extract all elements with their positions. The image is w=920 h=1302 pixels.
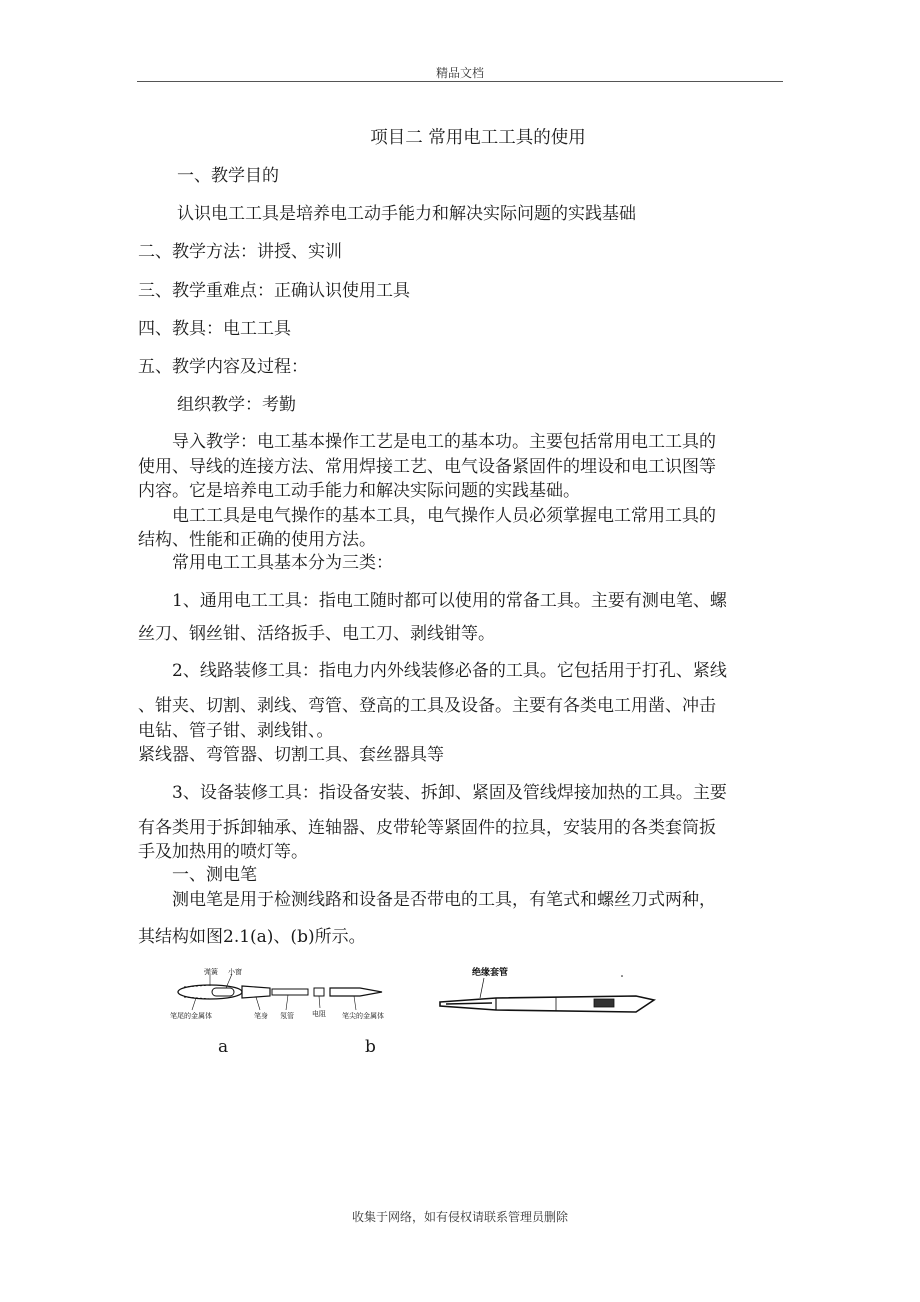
text-line: 电钻、管子钳、剥线钳、。 xyxy=(138,721,334,741)
text-line: 导入教学：电工基本操作工艺是电工的基本功。主要包括常用电工工具的 xyxy=(172,432,716,452)
label-resistor: 电阻 xyxy=(312,1010,326,1018)
page-header: 精品文档 xyxy=(435,66,484,80)
label-pen-body: 笔身 xyxy=(254,1012,268,1020)
text-line: 紧线器、弯管器、切割工具、套丝器具等 xyxy=(138,745,444,765)
text-line: 、钳夹、切割、剥线、弯管、登高的工具及设备。主要有各类电工用凿、冲击 xyxy=(138,696,716,716)
label-spring: 弹簧 xyxy=(204,968,218,976)
text-line: 一、测电笔 xyxy=(172,865,257,885)
figure-caption-b: b xyxy=(365,1037,376,1057)
text-line: 结构、性能和正确的使用方法。 xyxy=(138,530,376,550)
document-title: 项目二 常用电工工具的使用 xyxy=(370,128,586,148)
text-line: 内容。它是培养电工动手能力和解决实际问题的实践基础。 xyxy=(138,481,580,501)
text-line: 组织教学：考勤 xyxy=(177,395,296,415)
figure-caption-a: a xyxy=(218,1037,229,1057)
text-line: 使用、导线的连接方法、常用焊接工艺、电气设备紧固件的埋设和电工识图等 xyxy=(138,457,716,477)
text-line: 五、教学内容及过程： xyxy=(138,357,308,377)
text-line: 2、线路装修工具：指电力内外线装修必备的工具。它包括用于打孔、紧线 xyxy=(172,661,727,681)
text-line: 丝刀、钢丝钳、活络扳手、电工刀、剥线钳等。 xyxy=(138,624,495,644)
label-tip-metal: 笔尖的金属体 xyxy=(342,1012,384,1020)
label-tail-metal: 笔尾的金属体 xyxy=(170,1012,212,1020)
text-line: 四、教具：电工工具 xyxy=(138,319,291,339)
page-footer: 收集于网络，如有侵权请联系管理员删除 xyxy=(351,1210,568,1224)
header-rule xyxy=(137,81,783,82)
text-line: 常用电工工具基本分为三类： xyxy=(172,553,393,573)
text-line: 其结构如图2.1(a)、(b)所示。 xyxy=(138,927,366,947)
text-line: 测电笔是用于检测线路和设备是否带电的工具，有笔式和螺丝刀式两种， xyxy=(172,890,716,910)
text-line: 二、教学方法：讲授、实训 xyxy=(138,242,342,262)
text-line: 认识电工工具是培养电工动手能力和解决实际问题的实践基础 xyxy=(177,204,636,224)
figure-b-screwdriver-tester xyxy=(436,964,666,1020)
figure-a-pen-tester xyxy=(170,966,410,1024)
text-line: 电工工具是电气操作的基本工具，电气操作人员必须掌握电工常用工具的 xyxy=(172,506,716,526)
label-insulation-sleeve: 绝缘套管 xyxy=(472,968,509,978)
text-line: 3、设备装修工具：指设备安装、拆卸、紧固及管线焊接加热的工具。主要 xyxy=(172,783,727,803)
text-line: 三、教学重难点：正确认识使用工具 xyxy=(138,281,410,301)
text-line: 有各类用于拆卸轴承、连轴器、皮带轮等紧固件的拉具，安装用的各类套筒扳 xyxy=(138,818,716,838)
label-neon-tube: 氖管 xyxy=(280,1012,294,1020)
text-line: 1、通用电工工具：指电工随时都可以使用的常备工具。主要有测电笔、螺 xyxy=(172,591,727,611)
label-window: 小窗 xyxy=(228,968,242,976)
screwdriver-tester-drawing xyxy=(436,964,666,1020)
text-line: 一、教学目的 xyxy=(177,166,279,186)
text-line: 手及加热用的喷灯等。 xyxy=(138,842,308,862)
